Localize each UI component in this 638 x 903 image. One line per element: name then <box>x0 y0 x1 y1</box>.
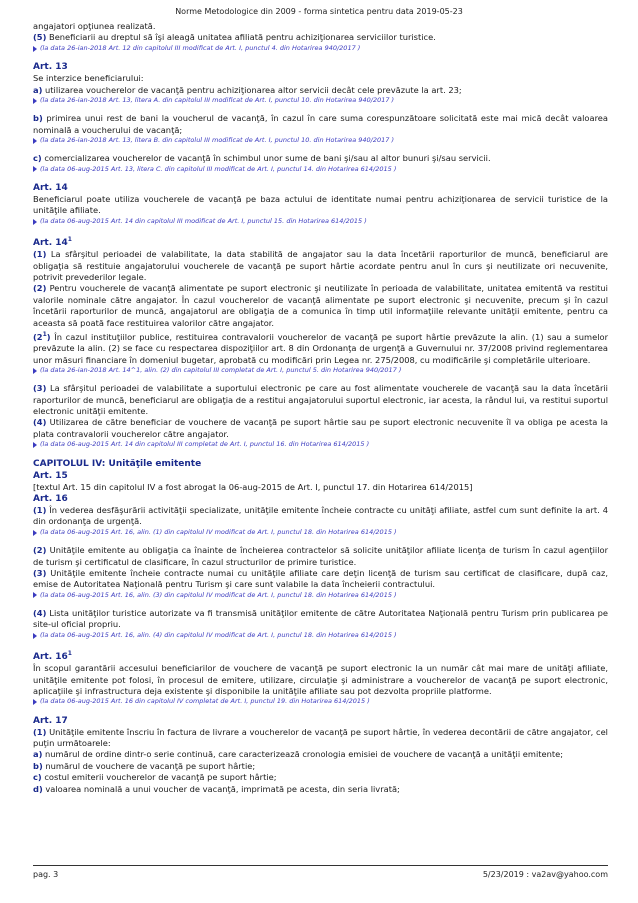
arrow-right-icon <box>33 442 37 448</box>
article-superscript: 1 <box>67 650 72 658</box>
amendment-note[interactable] <box>33 366 608 375</box>
amendment-note[interactable] <box>33 440 608 449</box>
paragraph-text: Utilizarea de către beneficiar de vouchere de vacanţă pe suport hârtie sau pe suport electronic necuvenite îl va obliga pe acesta la plata contravalorii voucherelor către angajator. <box>33 417 608 439</box>
paragraph <box>33 283 608 329</box>
amendment-note-text: (la data 06-aug-2015 Art. 14 din capitolul III completat de Art. I, punctul 16. din Hotarirea 614/2015 ) <box>40 440 370 449</box>
footer-date-email: 5/23/2019 : va2av@yahoo.com <box>482 870 608 879</box>
paragraph-text: utilizarea voucherelor de vacanţă pentru achiziţionarea altor servicii decât cele prevăzute la art. 23; <box>42 84 462 95</box>
chapter-number: CAPITOLUL IV: <box>33 458 106 469</box>
arrow-right-icon <box>33 98 37 104</box>
article-title: Art. 14 <box>33 183 68 194</box>
article-title: Art. 13 <box>33 62 68 73</box>
amendment-note[interactable] <box>33 528 608 537</box>
amendment-note-text: (la data 06-aug-2015 Art. 14 din capitolul III modificat de Art. I, punctul 15. din Hotarirea 614/2015 ) <box>40 216 367 225</box>
paragraph-number: (1) <box>33 726 47 737</box>
paragraph: angajatori opţiunea realizată. <box>33 21 156 31</box>
arrow-right-icon <box>33 166 37 172</box>
amendment-note[interactable] <box>33 44 608 53</box>
paragraph: [textul Art. 15 din capitolul IV a fost abrogat la 06-aug-2015 de Art. I, punctul 17. din Hotarirea 614/2015] <box>33 481 473 492</box>
paragraph: Se interzice beneficiarului: <box>33 73 144 84</box>
paragraph-number: (3) <box>33 383 47 394</box>
paragraph <box>33 417 608 440</box>
letter-label: d) <box>33 783 43 794</box>
paragraph <box>33 249 608 283</box>
paragraph <box>33 32 608 43</box>
paragraph-number: (4) <box>33 417 47 428</box>
paragraph-text: La sfârşitul perioadei de valabilitate, la data stabilită de angajator sau la data încetării raporturilor de muncă, beneficiarul are obligaţia să restituie angajatorului voucherele de vacanţă pe suport hârtie acordate pentru anul în curs şi neutilizate ori necuvenite, potrivit prevederilor legale. <box>33 249 608 282</box>
paragraph-text: Unităţile emitente înscriu în factura de livrare a voucherelor de vacanţă pe suport hârtie, în vederea decontării de către angajator, cel puţin următoarele: <box>33 726 608 749</box>
letter-label: a) <box>33 84 43 95</box>
amendment-note-text: (la data 06-aug-2015 Art. 13, litera C. din capitolul III modificat de Art. I, punctul 14. din Hotarirea 614/2015 ) <box>40 164 397 173</box>
paragraph <box>33 568 608 591</box>
arrow-right-icon <box>33 46 37 52</box>
article-title: Art. 15 <box>33 470 68 481</box>
article-title <box>33 234 608 249</box>
paragraph <box>33 749 608 760</box>
paragraph-number: (3) <box>33 567 47 578</box>
arrow-right-icon <box>33 138 37 144</box>
amendment-note-text: (la data 26-ian-2018 Art. 13, litera B. din capitolul III modificat de Art. I, punctul 10. din Hotarirea 940/2017 ) <box>40 136 394 145</box>
letter-label: c) <box>33 153 42 164</box>
chapter-name: Unităţile emitente <box>105 458 202 469</box>
paragraph-number: (4) <box>33 608 47 619</box>
paragraph-number: (2) <box>33 283 47 294</box>
amendment-note-text: (la data 06-aug-2015 Art. 16, alin. (1) din capitolul IV modificat de Art. I, punctul 18. din Hotarirea 614/2015 ) <box>40 527 397 536</box>
paragraph: Beneficiarul poate utiliza voucherele de vacanţă pe baza actului de identitate numai pentru achiziţionarea de servicii turistice de la unităţile afiliate. <box>33 194 608 216</box>
letter-label: b) <box>33 113 43 124</box>
amendment-note[interactable] <box>33 217 608 226</box>
arrow-right-icon <box>33 592 37 598</box>
paragraph-text: comercializarea voucherelor de vacanţă în schimbul unor sume de bani şi/sau al altor bunuri şi/sau servicii. <box>41 153 491 164</box>
paragraph-text: Beneficiarii au dreptul să îşi aleagă unitatea afiliată pentru achiziţionarea serviciilor turistice. <box>46 32 436 43</box>
amendment-note[interactable] <box>33 136 608 145</box>
paragraph-number: (1) <box>33 249 47 260</box>
amendment-note[interactable] <box>33 631 608 640</box>
amendment-note[interactable] <box>33 165 608 174</box>
paragraph <box>33 383 608 417</box>
paragraph-text: numărul de ordine dintr-o serie continuă, care caracterizează cronologia emisiei de vouchere de vacanţă a unităţii emitente; <box>42 749 564 760</box>
paragraph <box>33 505 608 528</box>
article-title: Art. 17 <box>33 715 68 726</box>
amendment-note-text: (la data 26-ian-2018 Art. 13, litera A. din capitolul III modificat de Art. I, punctul 10. din Hotarirea 940/2017 ) <box>40 95 395 104</box>
amendment-note-text: (la data 06-aug-2015 Art. 16 din capitolul IV completat de Art. I, punctul 19. din Hotarirea 614/2015 ) <box>40 697 370 706</box>
paragraph <box>33 608 608 631</box>
paragraph <box>33 113 608 136</box>
paragraph-text: Pentru voucherele de vacanţă alimentate pe suport electronic şi neutilizate în perioada de valabilitate, unitatea emitentă va restitui valorile nominale către angajator. În cazul voucherelor de vacanţă alimentate pe suport electronic şi necuvenite, precum şi în cazul încetării raporturilor de muncă, angajatorul are obligaţia de a comunica în timp util informaţiile relevante unităţii emitente, pentru ca aceasta să poată face restituirea valorilor către angajator. <box>33 283 608 328</box>
article-title <box>33 648 608 663</box>
arrow-right-icon <box>33 219 37 225</box>
paragraph-number: (2) <box>33 545 47 556</box>
page-footer <box>33 865 608 879</box>
amendment-note[interactable] <box>33 96 608 105</box>
arrow-right-icon <box>33 368 37 374</box>
chapter-title <box>33 458 608 470</box>
paragraph <box>33 761 608 772</box>
paragraph-text: primirea unui rest de bani la voucherul de vacanţă, în cazul în care suma corespunzătoare solicitată este mai mică decât valoarea nominală a voucherului de vacanţă; <box>33 113 608 135</box>
arrow-right-icon <box>33 530 37 536</box>
paragraph: În scopul garantării accesului beneficiarilor de vouchere de vacanţă pe suport electronic la un număr cât mai mare de unităţi afiliate, unităţile emitente pot folosi, în procesul de emitere, utilizare, circulaţie şi administrare a voucherelor de vacanţă pe suport electronic, aplicaţiile şi infrastructura deja existente şi disponibile la unităţile afiliate sau pot dezvolta propriile platforme. <box>33 663 608 696</box>
article-superscript: 1 <box>67 236 72 244</box>
paragraph-text: Lista unităţilor turistice autorizate va fi transmisă unităţilor emitente de către Autoritatea Naţională pentru Turism prin publicarea pe site-ul oficial propriu. <box>33 608 608 630</box>
page-number: pag. 3 <box>33 870 59 879</box>
paragraph-text: valoarea nominală a unui voucher de vacanţă, imprimată pe acesta, din seria livrată; <box>42 783 400 794</box>
paragraph-text: În vederea desfăşurării activităţii specializate, unităţile emitente încheie contracte cu unităţi afiliate, astfel cum sunt definite la art. 4 din ordonanţa de urgenţă. <box>33 505 608 527</box>
paragraph-text: numărul de vouchere de vacanţă pe suport hârtie; <box>42 760 256 771</box>
paragraph <box>33 85 608 96</box>
paragraph-text: costul emiterii voucherelor de vacanţă pe suport hârtie; <box>41 772 277 783</box>
paragraph-text: Unităţile emitente au obligaţia ca înainte de încheierea contractelor să solicite unităţilor afiliate licenţa de turism în cazul agenţiilor de turism şi certificatul de clasificare, în cazul structurilor de primire turistice. <box>33 545 608 567</box>
paragraph-number: $(2^1)$ <box>33 330 51 342</box>
article-title: Art. 16 <box>33 494 68 504</box>
paragraph-number: (5) <box>33 32 47 43</box>
amendment-note[interactable] <box>33 591 608 600</box>
paragraph-text: La sfârşitul perioadei de valabilitate a suportului electronic pe care au fost alimentate voucherele de vacanţă sau la data încetării raporturilor de muncă, beneficiarul are obligaţia de a restitui angajatorului suportul electronic, iar acesta, la rândul lui, va restitui suportul electronic unităţii emitente. <box>33 383 608 417</box>
amendment-note-text: (la data 06-aug-2015 Art. 16, alin. (4) din capitolul IV modificat de Art. I, punctul 18. din Hotarirea 614/2015 ) <box>40 630 397 639</box>
letter-label: b) <box>33 760 43 771</box>
page-header: Norme Metodologice din 2009 - forma sintetica pentru data 2019-05-23 <box>175 7 463 16</box>
article-title-text: Art. 14 <box>33 238 68 249</box>
paragraph-number: (1) <box>33 505 47 515</box>
paragraph <box>33 329 608 366</box>
paragraph <box>33 727 608 750</box>
amendment-note[interactable] <box>33 697 608 706</box>
paragraph <box>33 545 608 568</box>
paragraph <box>33 772 608 783</box>
amendment-note-text: (la data 06-aug-2015 Art. 16, alin. (3) din capitolul IV modificat de Art. I, punctul 18. din Hotarirea 614/2015 ) <box>40 590 397 599</box>
letter-label: a) <box>33 749 43 760</box>
letter-label: c) <box>33 772 42 783</box>
paragraph <box>33 784 608 795</box>
amendment-note-text: (la data 26-ian-2018 Art. 14^1, alin. (2) din capitolul III completat de Art. I, punctul 5. din Hotarirea 940/2017 ) <box>40 365 402 374</box>
paragraph-text: Unităţile emitente încheie contracte numai cu unităţile afiliate care deţin licenţă de turism sau certificat de clasificare, după caz, emise de Autoritatea Naţională pentru Turism şi care sunt valabile la data încheierii contractului. <box>33 567 608 590</box>
amendment-note-text: (la data 26-ian-2018 Art. 12 din capitolul III modificat de Art. I, punctul 4. din Hotarirea 940/2017 ) <box>40 43 361 52</box>
article-title-text: Art. 16 <box>33 652 68 663</box>
arrow-right-icon <box>33 633 37 639</box>
paragraph-text: În cazul instituţiilor publice, restituirea contravalorii voucherelor de vacanţă pe suport hârtie prevăzute la alin. (1) sau a sumelor prevăzute la alin. (2) se face cu respectarea dispoziţiilor art. 8 din Ordonanţa de urgenţă a Guvernului nr. 37/2008 privind reglementarea unor măsuri financiare în domeniul bugetar, aprobată cu modificări prin Legea nr. 275/2008, cu modificările şi completările ulterioare. <box>33 331 608 365</box>
arrow-right-icon <box>33 699 37 705</box>
document-body <box>33 21 608 795</box>
paragraph <box>33 153 608 164</box>
